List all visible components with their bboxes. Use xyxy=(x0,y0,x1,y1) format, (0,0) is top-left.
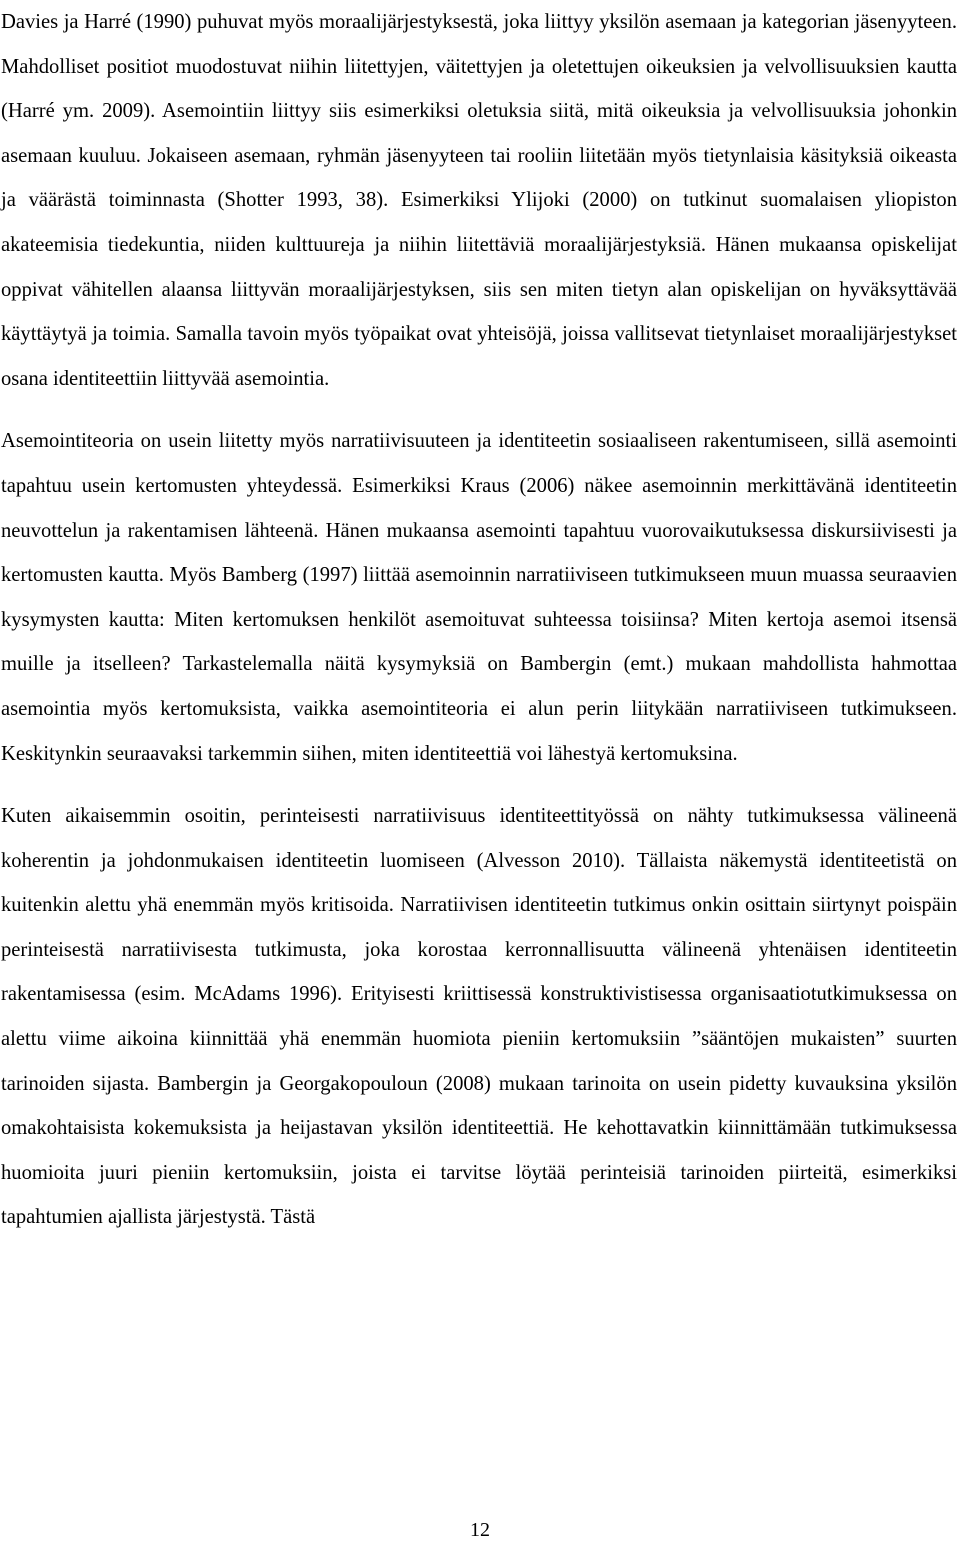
paragraph-moral-order: Davies ja Harré (1990) puhuvat myös moraalijärjestyksestä, joka liittyy yksilön asemaan ja kategorian jäsenyyteen. Mahdolliset positiot muodostuvat niihin liitettyjen, väitettyjen ja oletettujen oikeuksien ja velvollisuuksien kautta (Harré ym. 2009). Asemointiin liittyy siis esimerkiksi oletuksia siitä, mitä oikeuksia ja velvollisuuksia johonkin asemaan kuuluu. Jokaiseen asemaan, ryhmän jäsenyyteen tai rooliin liitetään myös tietynlaisia käsityksiä oikeasta ja väärästä toiminnasta (Shotter 1993, 38). Esimerkiksi Ylijoki (2000) on tutkinut suomalaisen yliopiston akateemisia tiedekuntia, niiden kulttuureja ja niihin liitettäviä moraalijärjestyksiä. Hänen mukaansa opiskelijat oppivat vähitellen alaansa liittyvän moraalijärjestyksen, siis sen miten tietyn alan opiskelijan on hyväksyttävää käyttäytyä ja toimia. Samalla tavoin myös työpaikat ovat yhteisöjä, joissa vallitsevat tietynlaiset moraalijärjestykset osana identiteettiin liittyvää asemointia. xyxy=(1,11,957,390)
paragraph-positioning-theory: Asemointiteoria on usein liitetty myös narratiivisuuteen ja identiteetin sosiaaliseen rakentumiseen, sillä asemointi tapahtuu usein kertomusten yhteydessä. Esimerkiksi Kraus (2006) näkee asemoinnin merkittävänä identiteetin neuvottelun ja rakentamisen lähteenä. Hänen mukaansa asemointi tapahtuu vuorovaikutuksessa diskursiivisesti ja kertomusten kautta. Myös Bamberg (1997) liittää asemoinnin narratiiviseen tutkimukseen muun muassa seuraavien kysymysten kautta: Miten kertomuksen henkilöt asemoituvat suhteessa toisiinsa? Miten kertoja asemoi itsensä muille ja itselleen? Tarkastelemalla näitä kysymyksiä on Bambergin (emt.) mukaan mahdollista hahmottaa asemointia myös kertomuksista, vaikka asemointiteoria ei alun perin liitykään narratiiviseen tutkimukseen. Keskitynkin seuraavaksi tarkemmin siihen, miten identiteettiä voi lähestyä kertomuksina. xyxy=(1,430,957,765)
paragraph-narrative-identity: Kuten aikaisemmin osoitin, perinteisesti narratiivisuus identiteettityössä on nähty tutkimuksessa välineenä koherentin ja johdonmukaisen identiteetin luomiseen (Alvesson 2010). Tällaista näkemystä identiteetistä on kuitenkin alettu yhä enemmän myös kritisoida. Narratiivisen identiteetin tutkimus onkin osittain siirtynyt poispäin perinteisestä narratiivisesta tutkimusta, joka korostaa kerronnallisuutta välineenä yhtenäisen identiteetin rakentamisessa (esim. McAdams 1996). Erityisesti kriittisessä konstruktivistisessa organisaatiotutkimuksessa on alettu viime aikoina kiinnittää yhä enemmän huomiota pieniin kertomuksiin ”sääntöjen mukaisten” suurten tarinoiden sijasta. Bambergin ja Georgakopouloun (2008) mukaan tarinoita on usein pidetty kuvauksina yksilön omakohtaisista kokemuksista ja heijastavan yksilön identiteettiä. He kehottavatkin kiinnittämään tutkimuksessa huomioita juuri pieniin kertomuksiin, joista ei tarvitse löytää perinteisiä tarinoiden piirteitä, esimerkiksi tapahtumien ajallista järjestystä. Tästä xyxy=(1,805,957,1229)
page-number: 12 xyxy=(470,1519,490,1541)
body-text xyxy=(1,0,957,1240)
